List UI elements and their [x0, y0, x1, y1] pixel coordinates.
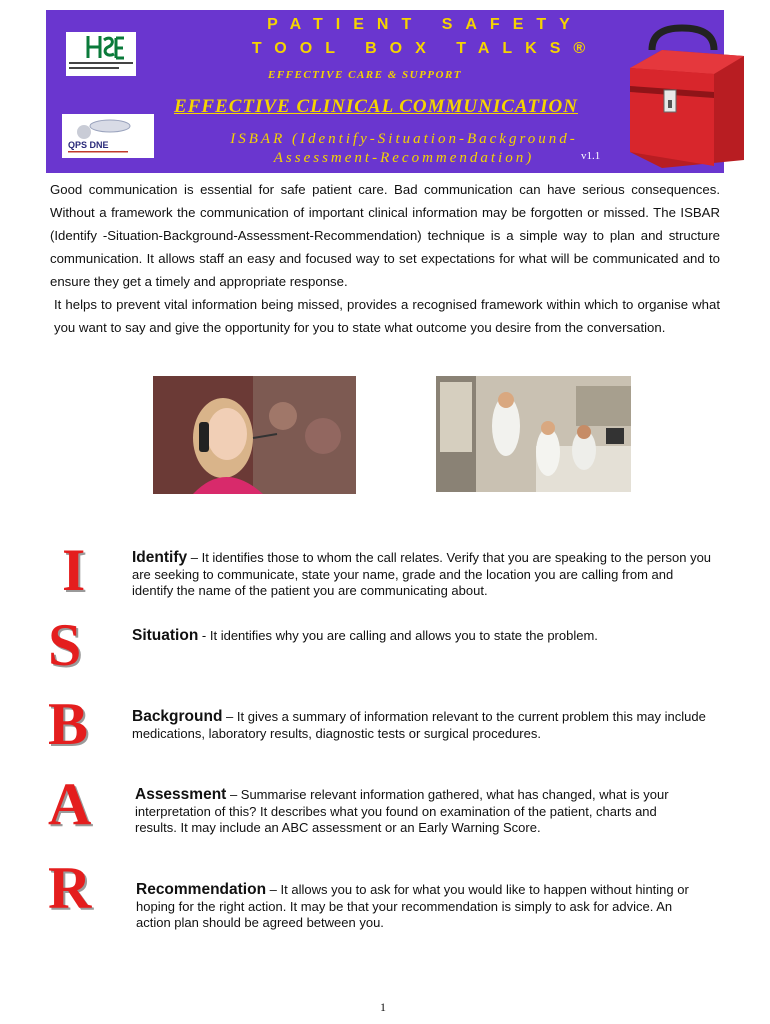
text-recommendation: – It allows you to ask for what you would like to happen without hinting or hoping for the right action. It may be that your recommendation is simply to ask for advice. An action plan should be agreed between you. [136, 882, 689, 930]
text-assessment: – Summarise relevant information gathered, what has changed, what is your interpretation of this? It describes what you found on examination of the patient, charts and results. It may include an ABC assessment or an Early Warning Score. [135, 787, 669, 835]
text-situation: - It identifies why you are calling and allows you to state the problem. [198, 628, 598, 643]
section-situation [132, 628, 712, 645]
text-background: – It gives a summary of information relevant to the current problem this may include medications, laboratory results, diagnostic tests or surgical procedures. [132, 709, 706, 741]
term-identify: Identify [132, 549, 188, 566]
letter-b: B [48, 691, 89, 757]
qps-dne-logo [62, 114, 154, 158]
section-background [132, 709, 722, 742]
hse-logo [66, 32, 136, 76]
term-situation: Situation [132, 627, 199, 644]
section-identify [132, 550, 712, 600]
subtitle: EFFECTIVE CARE & SUPPORT [268, 69, 463, 81]
intro-paragraph-2: It helps to prevent vital information being missed, provides a recognised framework within which to organise what you want to say and give the opportunity for you to state what outcome you desire from the conversation. [54, 297, 720, 335]
qps-logo-text: QPS DNE [68, 140, 109, 150]
topic-title: EFFECTIVE CLINICAL COMMUNICATION [174, 96, 579, 117]
term-assessment: Assessment [135, 786, 227, 803]
letter-a: A [48, 771, 92, 837]
ward-staff-photo [436, 376, 631, 492]
toolbox-illustration [622, 20, 750, 170]
text-identify: – It identifies those to whom the call relates. Verify that you are speaking to the person you are seeking to communicate, state your name, grade and the location you are calling from and identify the name of the patient you are communicating about. [132, 550, 712, 598]
letter-s: S [48, 612, 82, 678]
intro-paragraph-1: Good communication is essential for safe patient care. Bad communication can have serious consequences. Without a framework the communication of important clinical information may be forgotten or missed. The ISBAR (Identify -Situation-Background-Assessment-Recommendation) technique is a simple way to plan and structure communication. It allows staff an easy and focused way to set expectations for what will be communicated and to ensure they get a timely and appropriate response. [50, 182, 720, 289]
letter-i: I [62, 537, 86, 603]
version-label: v1.1 [581, 150, 601, 162]
term-recommendation: Recommendation [136, 881, 267, 898]
letter-r: R [48, 855, 92, 921]
term-background: Background [132, 708, 223, 725]
section-assessment [135, 787, 695, 837]
section-recommendation [136, 882, 696, 932]
clinician-on-phone-photo [153, 376, 356, 494]
intro-text [50, 178, 720, 339]
isbar-title: ISBAR (Identify-Situation-Background-Assessment-Recommendation) [230, 131, 578, 166]
page-number: 1 [380, 1000, 386, 1014]
title-line-1: PATIENT SAFETY [267, 16, 583, 33]
title-line-2: TOOL BOX TALKS® [251, 40, 599, 57]
